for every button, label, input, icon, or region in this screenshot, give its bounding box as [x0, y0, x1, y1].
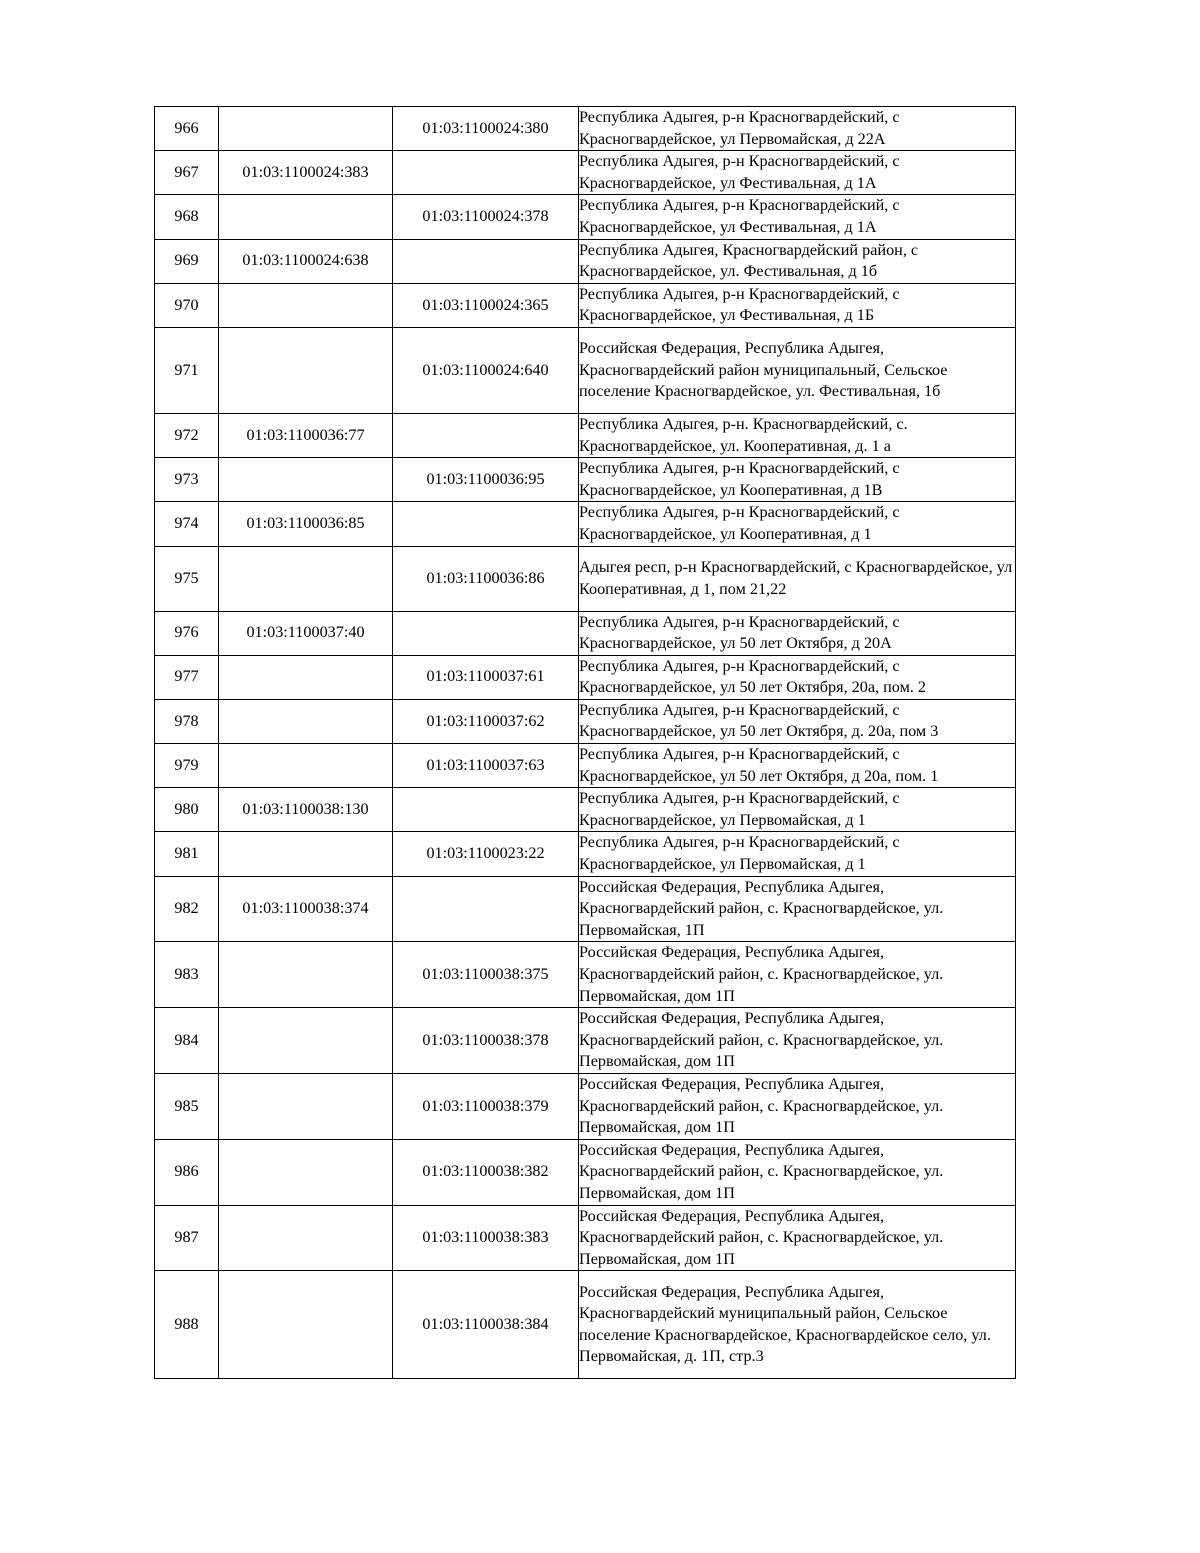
row-number: 967: [155, 151, 219, 195]
table-row: [155, 107, 1016, 151]
parent-cadastral-number: [219, 655, 393, 699]
table-row: [155, 283, 1016, 327]
parent-cadastral-number: 01:03:1100038:130: [219, 788, 393, 832]
address-cell: Российская Федерация, Республика Адыгея, Красногвардейский район муниципальный, Сельское поселение Красногвардейское, ул. Фестивальная, 1б: [579, 327, 1016, 413]
row-number: 978: [155, 699, 219, 743]
address-cell: Республика Адыгея, Красногвардейский район, с Красногвардейское, ул. Фестивальная, д 1б: [579, 239, 1016, 283]
parent-cadastral-number: [219, 832, 393, 876]
table-body: [155, 107, 1016, 1379]
address-cell: Российская Федерация, Республика Адыгея, Красногвардейский район, с. Красногвардейское, ул. Первомайская, дом 1П: [579, 1139, 1016, 1205]
address-cell: Республика Адыгея, р-н Красногвардейский, с Красногвардейское, ул Первомайская, д 1: [579, 788, 1016, 832]
row-number: 975: [155, 546, 219, 611]
row-number: 973: [155, 458, 219, 502]
object-cadastral-number: 01:03:1100038:384: [393, 1271, 579, 1379]
row-number: 980: [155, 788, 219, 832]
row-number: 970: [155, 283, 219, 327]
parent-cadastral-number: 01:03:1100038:374: [219, 876, 393, 942]
row-number: 974: [155, 502, 219, 546]
object-cadastral-number: [393, 611, 579, 655]
row-number: 979: [155, 744, 219, 788]
table-row: [155, 1205, 1016, 1271]
table-row: [155, 546, 1016, 611]
table-row: [155, 239, 1016, 283]
object-cadastral-number: 01:03:1100037:62: [393, 699, 579, 743]
row-number: 983: [155, 942, 219, 1008]
object-cadastral-number: 01:03:1100024:365: [393, 283, 579, 327]
address-cell: Республика Адыгея, р-н Красногвардейский, с Красногвардейское, ул Фестивальная, д 1А: [579, 151, 1016, 195]
object-cadastral-number: [393, 239, 579, 283]
row-number: 987: [155, 1205, 219, 1271]
parent-cadastral-number: [219, 699, 393, 743]
row-number: 976: [155, 611, 219, 655]
address-cell: Республика Адыгея, р-н Красногвардейский, с Красногвардейское, ул 50 лет Октября, 20а, пом. 2: [579, 655, 1016, 699]
row-number: 986: [155, 1139, 219, 1205]
table-row: [155, 195, 1016, 239]
object-cadastral-number: 01:03:1100036:95: [393, 458, 579, 502]
address-cell: Республика Адыгея, р-н Красногвардейский, с Красногвардейское, ул 50 лет Октября, д. 20а, пом 3: [579, 699, 1016, 743]
address-cell: Российская Федерация, Республика Адыгея, Красногвардейский муниципальный район, Сельское поселение Красногвардейское, Красногвардейское село, ул. Первомайская, д. 1П, стр.3: [579, 1271, 1016, 1379]
object-cadastral-number: [393, 788, 579, 832]
parent-cadastral-number: [219, 283, 393, 327]
table-row: [155, 1073, 1016, 1139]
parent-cadastral-number: [219, 107, 393, 151]
object-cadastral-number: 01:03:1100038:375: [393, 942, 579, 1008]
row-number: 985: [155, 1073, 219, 1139]
object-cadastral-number: [393, 151, 579, 195]
row-number: 988: [155, 1271, 219, 1379]
address-cell: Республика Адыгея, р-н Красногвардейский, с Красногвардейское, ул Первомайская, д 22А: [579, 107, 1016, 151]
object-cadastral-number: 01:03:1100024:380: [393, 107, 579, 151]
row-number: 984: [155, 1008, 219, 1074]
parent-cadastral-number: [219, 744, 393, 788]
parent-cadastral-number: 01:03:1100024:383: [219, 151, 393, 195]
table-row: [155, 832, 1016, 876]
row-number: 977: [155, 655, 219, 699]
object-cadastral-number: 01:03:1100036:86: [393, 546, 579, 611]
address-cell: Российская Федерация, Республика Адыгея, Красногвардейский район, с. Красногвардейское, ул. Первомайская, дом 1П: [579, 942, 1016, 1008]
address-cell: Республика Адыгея, р-н. Красногвардейский, с. Красногвардейское, ул. Кооперативная, д. 1 а: [579, 413, 1016, 457]
table-row: [155, 502, 1016, 546]
object-cadastral-number: [393, 876, 579, 942]
address-cell: Российская Федерация, Республика Адыгея, Красногвардейский район, с. Красногвардейское, ул. Первомайская, дом 1П: [579, 1205, 1016, 1271]
address-cell: Республика Адыгея, р-н Красногвардейский, с Красногвардейское, ул 50 лет Октября, д 20а, пом. 1: [579, 744, 1016, 788]
table-row: [155, 876, 1016, 942]
table-row: [155, 458, 1016, 502]
parent-cadastral-number: [219, 1205, 393, 1271]
row-number: 971: [155, 327, 219, 413]
parent-cadastral-number: [219, 942, 393, 1008]
object-cadastral-number: 01:03:1100023:22: [393, 832, 579, 876]
parent-cadastral-number: [219, 458, 393, 502]
parent-cadastral-number: [219, 1139, 393, 1205]
parent-cadastral-number: 01:03:1100036:85: [219, 502, 393, 546]
parent-cadastral-number: [219, 195, 393, 239]
table-row: [155, 942, 1016, 1008]
object-cadastral-number: 01:03:1100024:640: [393, 327, 579, 413]
table-row: [155, 151, 1016, 195]
row-number: 981: [155, 832, 219, 876]
object-cadastral-number: 01:03:1100038:383: [393, 1205, 579, 1271]
address-cell: Российская Федерация, Республика Адыгея, Красногвардейский район, с. Красногвардейское, ул. Первомайская, дом 1П: [579, 1008, 1016, 1074]
address-cell: Российская Федерация, Республика Адыгея, Красногвардейский район, с. Красногвардейское, ул. Первомайская, 1П: [579, 876, 1016, 942]
object-cadastral-number: [393, 502, 579, 546]
address-cell: Республика Адыгея, р-н Красногвардейский, с Красногвардейское, ул Фестивальная, д 1Б: [579, 283, 1016, 327]
object-cadastral-number: [393, 413, 579, 457]
address-cell: Республика Адыгея, р-н Красногвардейский, с Красногвардейское, ул Кооперативная, д 1: [579, 502, 1016, 546]
address-cell: Адыгея респ, р-н Красногвардейский, с Красногвардейское, ул Кооперативная, д 1, пом 21,22: [579, 546, 1016, 611]
parent-cadastral-number: [219, 1073, 393, 1139]
row-number: 969: [155, 239, 219, 283]
table-row: [155, 744, 1016, 788]
table-row: [155, 788, 1016, 832]
table-row: [155, 611, 1016, 655]
table-row: [155, 327, 1016, 413]
object-cadastral-number: 01:03:1100038:378: [393, 1008, 579, 1074]
table-row: [155, 699, 1016, 743]
parent-cadastral-number: [219, 546, 393, 611]
object-cadastral-number: 01:03:1100037:61: [393, 655, 579, 699]
parent-cadastral-number: [219, 327, 393, 413]
object-cadastral-number: 01:03:1100038:379: [393, 1073, 579, 1139]
object-cadastral-number: 01:03:1100024:378: [393, 195, 579, 239]
address-cell: Российская Федерация, Республика Адыгея, Красногвардейский район, с. Красногвардейское, ул. Первомайская, дом 1П: [579, 1073, 1016, 1139]
table-row: [155, 413, 1016, 457]
object-cadastral-number: 01:03:1100038:382: [393, 1139, 579, 1205]
property-table: [154, 106, 1016, 1379]
parent-cadastral-number: 01:03:1100024:638: [219, 239, 393, 283]
object-cadastral-number: 01:03:1100037:63: [393, 744, 579, 788]
address-cell: Республика Адыгея, р-н Красногвардейский, с Красногвардейское, ул Фестивальная, д 1А: [579, 195, 1016, 239]
address-cell: Республика Адыгея, р-н Красногвардейский, с Красногвардейское, ул Первомайская, д 1: [579, 832, 1016, 876]
table-row: [155, 1008, 1016, 1074]
address-cell: Республика Адыгея, р-н Красногвардейский, с Красногвардейское, ул 50 лет Октября, д 20А: [579, 611, 1016, 655]
row-number: 982: [155, 876, 219, 942]
table-row: [155, 1271, 1016, 1379]
parent-cadastral-number: 01:03:1100037:40: [219, 611, 393, 655]
row-number: 972: [155, 413, 219, 457]
parent-cadastral-number: 01:03:1100036:77: [219, 413, 393, 457]
table-row: [155, 655, 1016, 699]
table-row: [155, 1139, 1016, 1205]
address-cell: Республика Адыгея, р-н Красногвардейский, с Красногвардейское, ул Кооперативная, д 1В: [579, 458, 1016, 502]
parent-cadastral-number: [219, 1008, 393, 1074]
row-number: 966: [155, 107, 219, 151]
parent-cadastral-number: [219, 1271, 393, 1379]
row-number: 968: [155, 195, 219, 239]
